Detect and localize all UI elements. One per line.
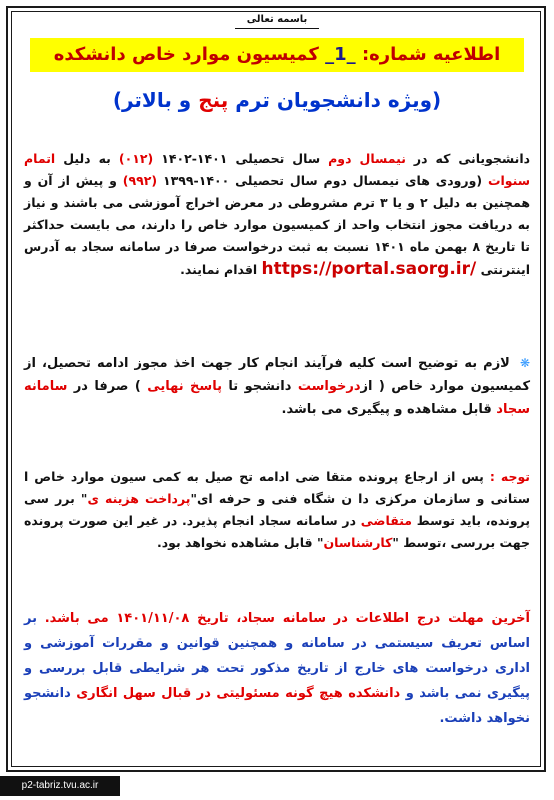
title-suffix: کمیسیون موارد خاص دانشکده (53, 44, 319, 65)
announcement-subtitle: (ویژه دانشجویان ترم پنج و بالاتر) (112, 88, 442, 112)
subtitle-highlight: پنج (198, 88, 229, 112)
note-label: توجه : (489, 469, 530, 484)
paragraph-process: ❋ لازم به توضیح است کلیه فرآیند انجام کار جهت اخذ مجوز ادامه تحصیل، از کمیسیون موارد خاص ( ازدرخواست دانشجو تا پاسخ نهایی ) صرفا در سامانه سجاد قابل مشاهده و پیگیری می باشد. (24, 356, 531, 417)
title-prefix: اطلاعیه شماره: (361, 44, 501, 65)
paragraph-eligibility: دانشجویانی که در نیمسال دوم سال تحصیلی ۱۴۰۱-۱۴۰۲ (۰۱۲) به دلیل اتمام سنوات (ورودی های نیمسال دوم سال تحصیلی ۱۴۰۰-۱۳۹۹ (۹۹۲) و پیش از آن و همچنین به دلیل ۲ و یا ۳ ترم مشروطی در معرض اخراج آموزشی می باشند و نیاز به دریافت مجوز انتخاب واحد از کمیسیون موارد خاص را دارند، می بایست حداکثر تا تاریخ ۸ بهمن ماه ۱۴۰۱ نسبت به ثبت درخواست صرفا در سامانه سجاد به آدرس اینترنتی https://portal.saorg.ir/ اقدام نمایند. (24, 151, 531, 279)
deadline-text: آخرین مهلت درج اطلاعات در سامانه سجاد، تاریخ ۱۴۰۱/۱۱/۰۸ می باشد. (44, 611, 530, 626)
paragraph-deadline: آخرین مهلت درج اطلاعات در سامانه سجاد، تاریخ ۱۴۰۱/۱۱/۰۸ می باشد. بر اساس تعریف سیستمی در سامانه و همچنین قوانین و مقررات آموزشی و اداری درخواست های خارج از تاریخ مذکور تحت هر شرایطی قابل بررسی و پیگیری نمی باشد و دانشکده هیچ گونه مسئولیتی در قبال سهل انگاری دانشجو نخواهد داشت. (24, 611, 531, 726)
paragraph-note: توجه : پس از ارجاع پرونده متقا ضی ادامه تح صیل به کمی سیون موارد خاص ا ستانی و سازمان مرکزی دا ن شگاه فنی و حرفه ای"پرداخت هزینه ی" برر سی پرونده، باید توسط متقاضی در سامانه سجاد انجام پذیرد. در غیر این صورت پرونده جهت بررسی ،توسط "کارشناسان" قابل مشاهده نخواهد بود. (24, 469, 531, 550)
snowflake-icon: ❋ (519, 356, 530, 370)
portal-link[interactable]: https://portal.saorg.ir/ (261, 259, 477, 279)
site-watermark: p2-tabriz.tvu.ac.ir (0, 776, 120, 796)
announcement-number: _1_ (325, 44, 356, 65)
bismillah-underline (235, 28, 319, 29)
bismillah: باسمه تعالی (246, 14, 308, 25)
announcement-title (30, 38, 524, 72)
